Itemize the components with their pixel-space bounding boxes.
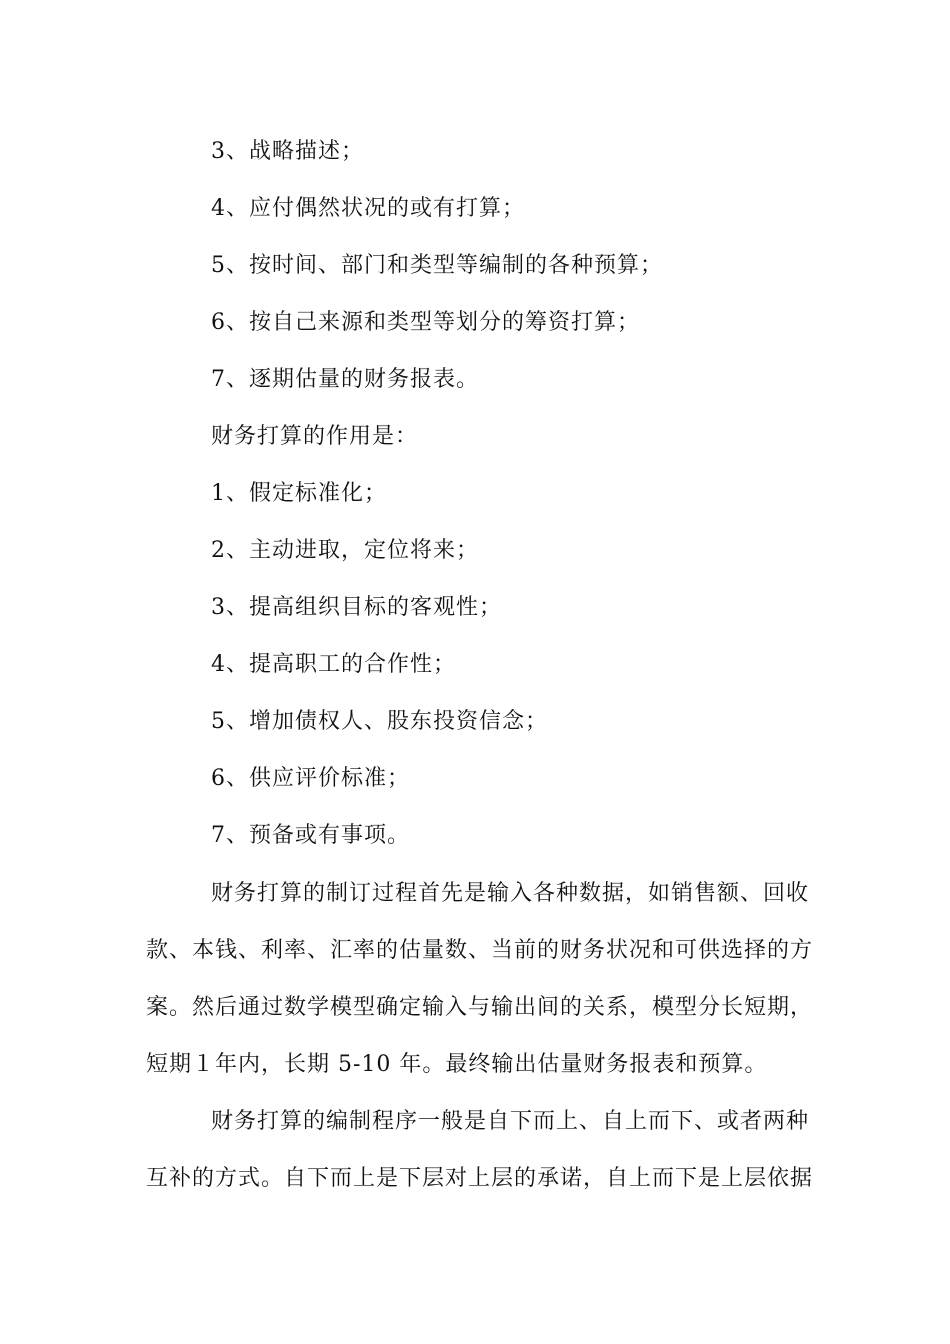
- list-item: 3、提高组织目标的客观性；: [211, 595, 502, 620]
- list-item: 5、增加债权人、股东投资信念；: [211, 709, 548, 734]
- list-item: 4、提高职工的合作性；: [211, 652, 456, 677]
- paragraph-line: 财务打算的编制程序一般是自下而上、自上而下、或者两种: [211, 1109, 810, 1134]
- paragraph-line: 财务打算的制订过程首先是输入各种数据，如销售额、回收: [211, 881, 810, 906]
- paragraph-line: 案。然后通过数学模型确定输入与输出间的关系，模型分长短期，: [146, 995, 814, 1020]
- list-item: 3、战略描述；: [211, 139, 364, 164]
- list-item: 7、预备或有事项。: [211, 823, 410, 848]
- paragraph-line: 款、本钱、利率、汇率的估量数、当前的财务状况和可供选择的方: [146, 938, 814, 963]
- list-item: 4、应付偶然状况的或有打算；: [211, 196, 525, 221]
- section-heading: 财务打算的作用是：: [211, 424, 419, 449]
- list-item: 6、供应评价标准；: [211, 766, 410, 791]
- paragraph-line: 互补的方式。自下而上是下层对上层的承诺，自上而下是上层依据: [146, 1166, 814, 1191]
- list-item: 6、按自己来源和类型等划分的筹资打算；: [211, 310, 640, 335]
- list-item: 5、按时间、部门和类型等编制的各种预算；: [211, 253, 663, 278]
- list-item: 2、主动进取，定位将来；: [211, 538, 479, 563]
- paragraph-line: 短期１年内，长期 5-10 年。最终输出估量财务报表和预算。: [146, 1052, 768, 1077]
- list-item: 7、逐期估量的财务报表。: [211, 367, 479, 392]
- list-item: 1、假定标准化；: [211, 481, 387, 506]
